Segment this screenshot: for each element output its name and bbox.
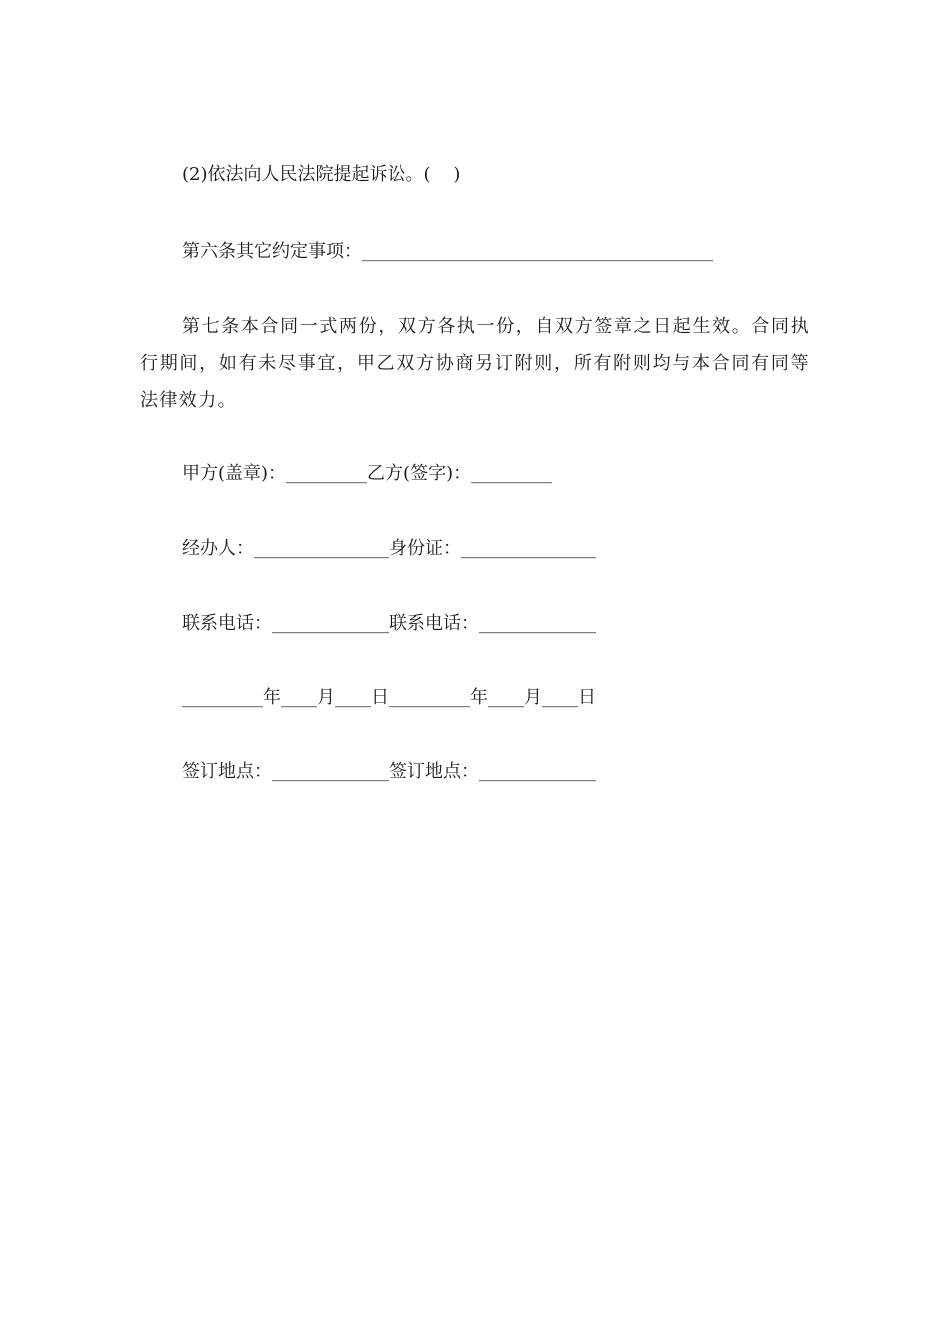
signature-parties-line: 甲方(盖章)：_________乙方(签字)：_________ [182,463,553,484]
date-line: _________年____月____日_________年____月____日 [182,687,596,708]
signing-place-line: 签订地点：_____________签订地点：_____________ [182,761,596,782]
agent-id-line: 经办人：_______________身份证：_______________ [182,538,596,559]
phone-line: 联系电话：_____________联系电话：_____________ [182,613,596,634]
clause-7-effectiveness: 第七条本合同一式两份，双方各执一份，自双方签章之日起生效。合同执行期间，如有未尽事宜，甲乙双方协商另订附则，所有附则均与本合同有同等法律效力。 [140,316,810,411]
clause-remedy-2: (2)依法向人民法院提起诉讼。( ) [182,164,461,185]
clause-6-other-terms: 第六条其它约定事项：_______________________________________ [182,241,713,262]
